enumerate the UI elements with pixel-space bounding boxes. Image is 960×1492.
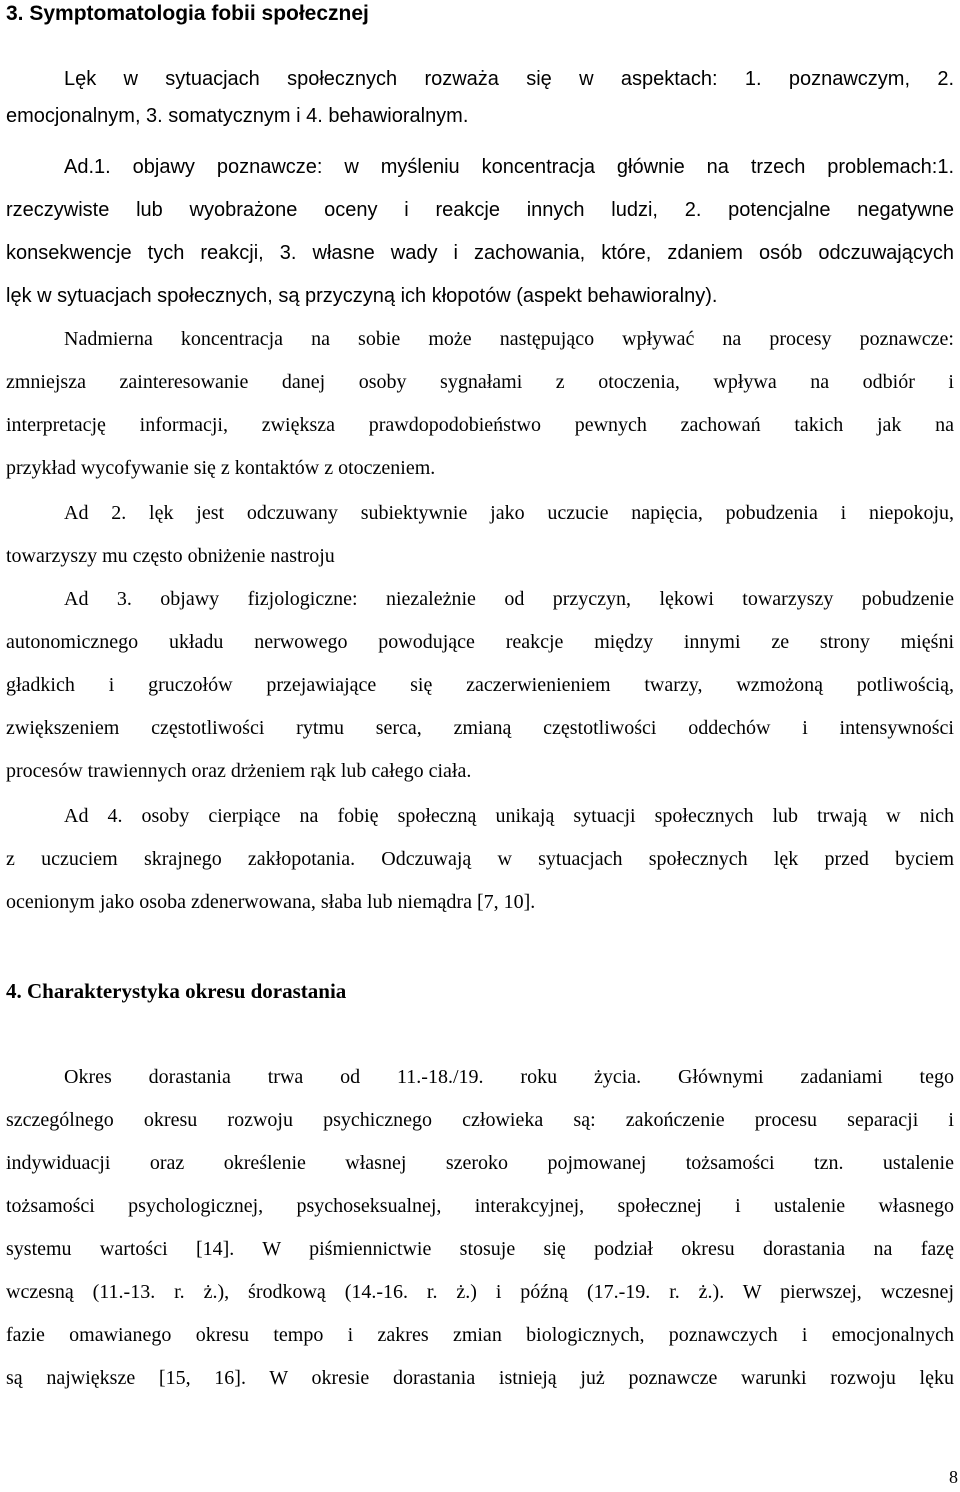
ad4-paragraph — [6, 795, 954, 924]
paragraph-line: systemu wartości [14]. W piśmiennictwie stosuje się podział okresu dorastania na fazę — [6, 1238, 954, 1260]
page-number: 8 — [949, 1467, 958, 1487]
paragraph-line: autonomicznego układu nerwowego powodujące reakcje między innymi ze strony mięśni — [6, 631, 954, 653]
section-3-heading: 3. Symptomatologia fobii społecznej — [6, 2, 369, 25]
paragraph-line: zmniejsza zainteresowanie danej osoby sygnałami z otoczenia, wpływa na odbiór i — [6, 371, 954, 393]
ad2-paragraph — [6, 492, 954, 578]
paragraph-line: przykład wycofywanie się z kontaktów z otoczeniem. — [6, 457, 436, 479]
paragraph-line: Ad 2. lęk jest odczuwany subiektywnie jako uczucie napięcia, pobudzenia i niepokoju, — [64, 502, 954, 524]
paragraph-line: towarzyszy mu często obniżenie nastroju — [6, 545, 335, 567]
nadmierna-paragraph — [6, 318, 954, 490]
paragraph-line: procesów trawiennych oraz drżeniem rąk lub całego ciała. — [6, 760, 472, 782]
intro-paragraph — [6, 58, 954, 145]
paragraph-line: Ad 3. objawy fizjologiczne: niezależnie od przyczyn, lękowi towarzyszy pobudzenie — [64, 588, 954, 610]
paragraph-line: indywiduacji oraz określenie własnej szeroko pojmowanej tożsamości tzn. ustalenie — [6, 1152, 954, 1174]
paragraph-line: są największe [15, 16]. W okresie dorastania istnieją już poznawcze warunki rozwoju lęku — [6, 1367, 954, 1389]
paragraph-line: Ad.1. objawy poznawcze: w myśleniu koncentracja głównie na trzech problemach:1. — [64, 156, 954, 178]
paragraph-line: z uczuciem skrajnego zakłopotania. Odczuwają w sytuacjach społecznych lęk przed byciem — [6, 848, 954, 870]
paragraph-line: gładkich i gruczołów przejawiające się zaczerwienieniem twarzy, wzmożoną potliwością, — [6, 674, 954, 696]
paragraph-line: fazie omawianego okresu tempo i zakres zmian biologicznych, poznawczych i emocjonalnych — [6, 1324, 954, 1346]
section-4-paragraph — [6, 1056, 954, 1400]
paragraph-line: Nadmierna koncentracja na sobie może następująco wpływać na procesy poznawcze: — [64, 328, 954, 350]
paragraph-line: tożsamości psychologicznej, psychoseksualnej, interakcyjnej, społecznej i ustalenie własnego — [6, 1195, 954, 1217]
paragraph-line: Okres dorastania trwa od 11.-18./19. roku życia. Głównymi zadaniami tego — [64, 1066, 954, 1088]
paragraph-line: rzeczywiste lub wyobrażone oceny i reakcje innych ludzi, 2. potencjalne negatywne — [6, 199, 954, 221]
paragraph-line: ocenionym jako osoba zdenerwowana, słaba lub niemądra [7, 10]. — [6, 891, 536, 913]
paragraph-line: zwiększeniem częstotliwości rytmu serca, zmianą częstotliwości oddechów i intensywności — [6, 717, 954, 739]
section-4-heading: 4. Charakterystyka okresu dorastania — [6, 979, 347, 1003]
ad3-paragraph — [6, 578, 954, 793]
paragraph-line: Lęk w sytuacjach społecznych rozważa się w aspektach: 1. poznawczym, 2. — [64, 68, 954, 90]
paragraph-line: wczesną (11.-13. r. ż.), środkową (14.-16. r. ż.) i późną (17.-19. r. ż.). W pierwszej, wczesnej — [6, 1281, 954, 1303]
ad1-paragraph — [6, 146, 954, 318]
paragraph-line: konsekwencje tych reakcji, 3. własne wady i zachowania, które, zdaniem osób odczuwających — [6, 242, 954, 264]
paragraph-line: Ad 4. osoby cierpiące na fobię społeczną unikają sytuacji społecznych lub trwają w nich — [64, 805, 954, 827]
paragraph-line: szczególnego okresu rozwoju psychicznego człowieka są: zakończenie procesu separacji i — [6, 1109, 954, 1131]
paragraph-line: interpretację informacji, zwiększa prawdopodobieństwo pewnych zachowań takich jak na — [6, 414, 954, 436]
paragraph-line: lęk w sytuacjach społecznych, są przyczyną ich kłopotów (aspekt behawioralny). — [6, 285, 718, 307]
paragraph-line: emocjonalnym, 3. somatycznym i 4. behawioralnym. — [6, 105, 469, 127]
